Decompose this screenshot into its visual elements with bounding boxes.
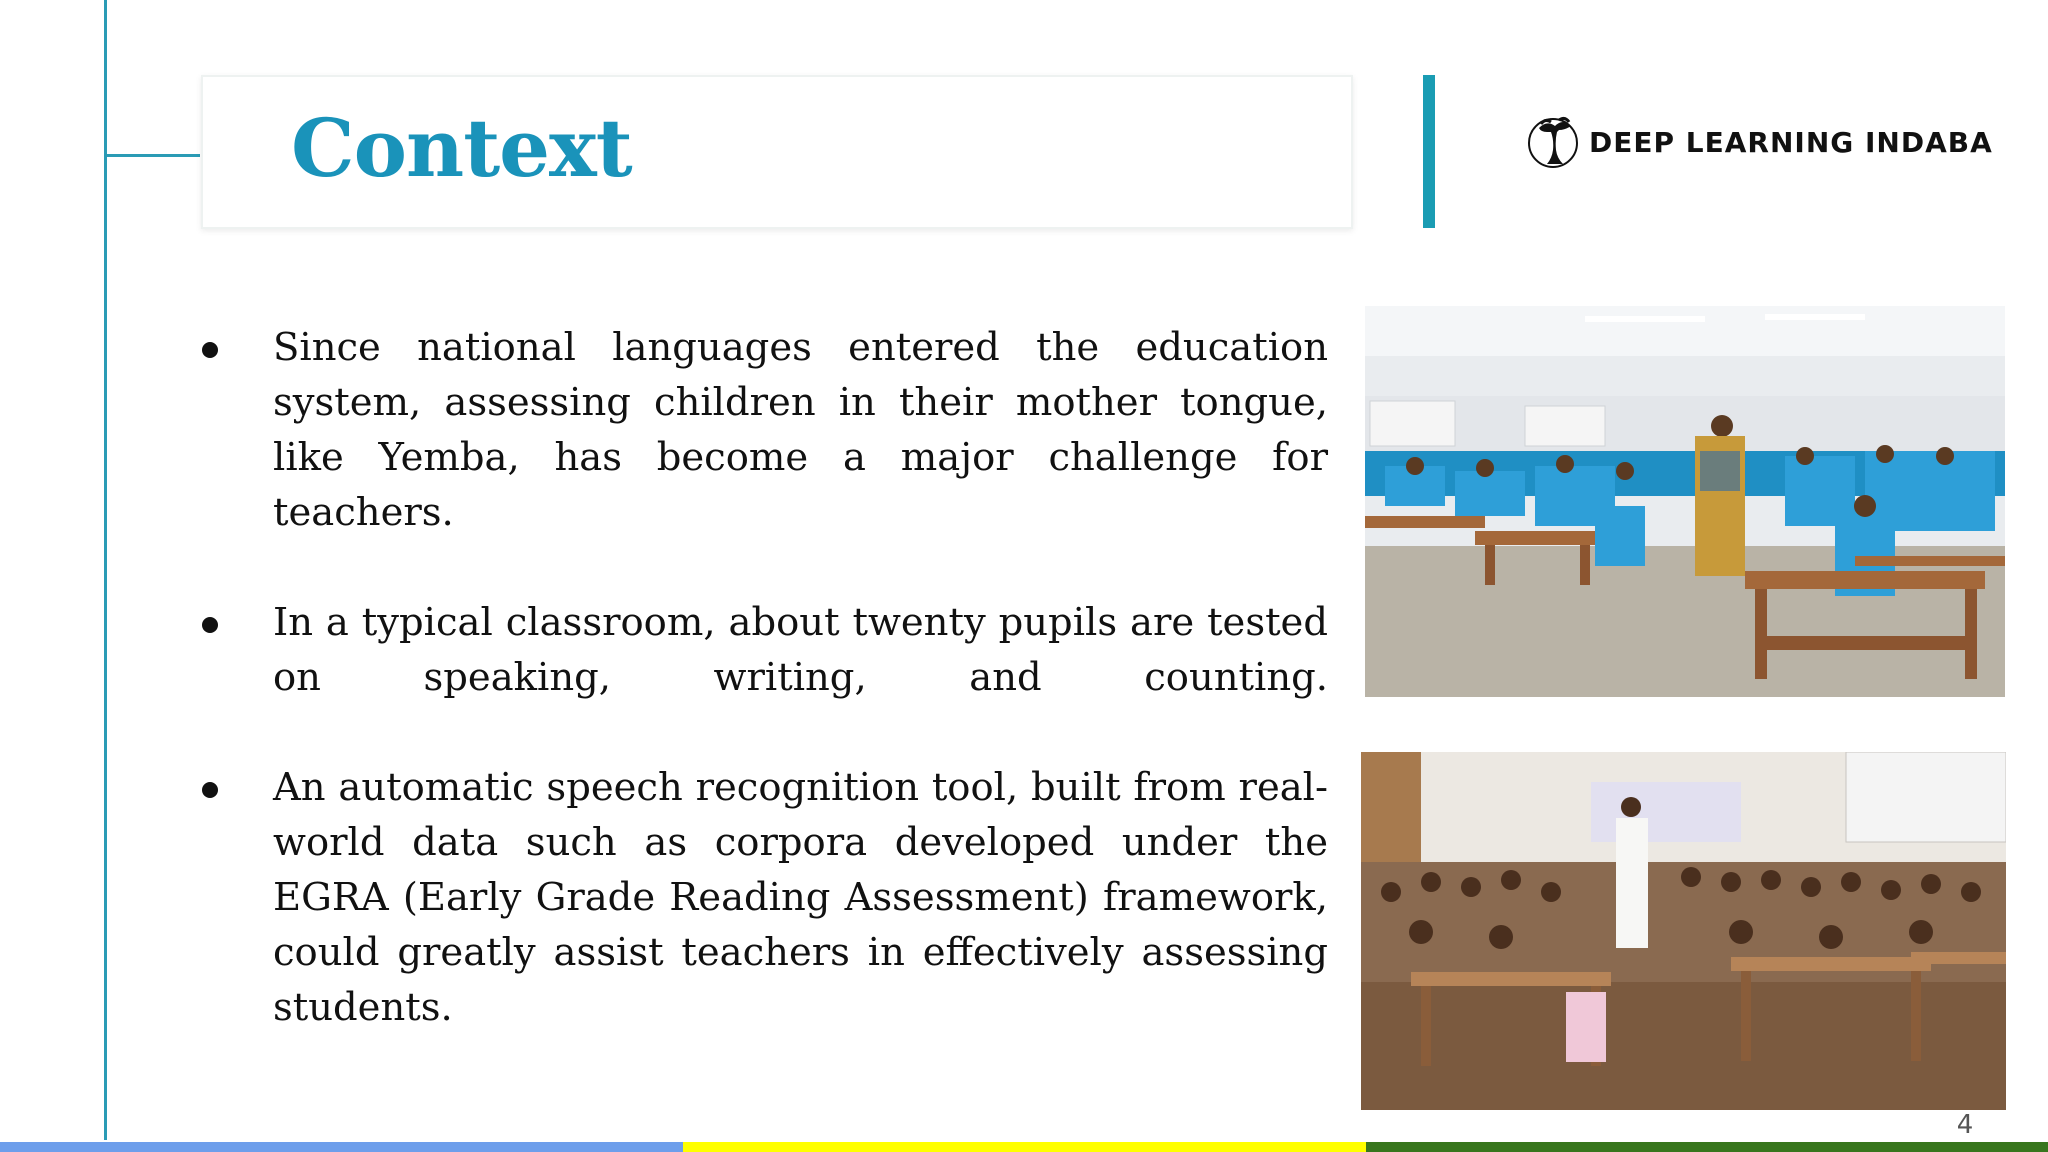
bullet-dot [202,782,218,798]
classroom-photo-blue-uniforms [1365,306,2005,697]
bottom-stripe-yellow [683,1142,1366,1152]
left-vertical-rule [104,0,107,1140]
bullet-text: In a typical classroom, about twenty pupils are tested on speaking, writing, and counting. [273,600,1328,700]
title-box [201,75,1353,229]
bullet-item [196,595,1328,705]
accent-bar [1423,75,1435,228]
logo [1525,110,1993,174]
bullet-item [196,760,1328,1035]
bullet-dot [202,342,218,358]
bullet-item [196,320,1328,540]
page-number: 4 [1956,1110,1974,1140]
bullet-dot [202,617,218,633]
bottom-stripe-green [1366,1142,2048,1152]
bullet-text: Since national languages entered the education system, assessing children in their mother tongue, like Yemba, has become a major challenge for teachers. [273,325,1328,535]
bullet-text: An automatic speech recognition tool, built from real-world data such as corpora developed under the EGRA (Early Grade Reading Assessment) framework, could greatly assist teachers in effectively assessing students. [273,765,1328,1030]
slide-title: Context [291,101,632,195]
title-connector-rule [104,154,200,157]
logo-text: DEEP LEARNING INDABA [1589,125,1993,159]
bullet-list [196,320,1328,1090]
classroom-photo-crowded [1361,752,2006,1110]
bottom-stripe-blue [0,1142,683,1152]
baobab-tree-icon [1525,110,1585,174]
